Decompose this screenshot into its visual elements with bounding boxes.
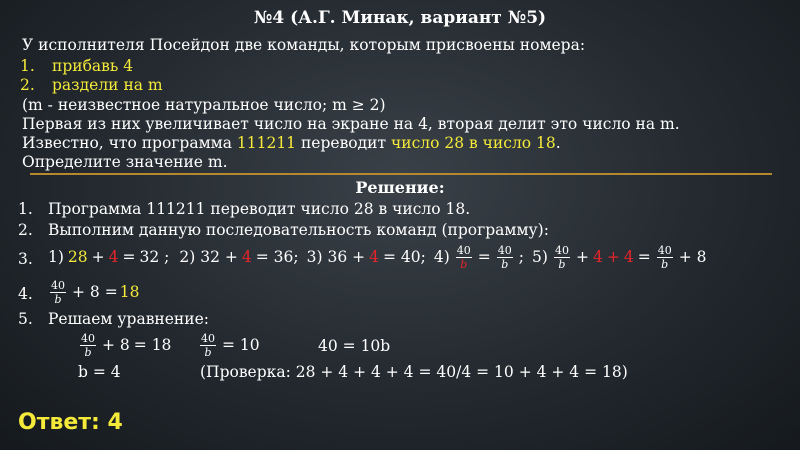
known-highlight: число 28 в число 18 xyxy=(391,134,556,152)
known-end: . xyxy=(555,134,561,152)
s4-eq: = xyxy=(477,248,491,266)
desc-text: Первая из них увеличивает число на экране на 4, вторая делит это число на m. xyxy=(22,115,680,133)
s3-res: = 40; xyxy=(383,248,426,266)
s1-label: 1) xyxy=(48,248,64,266)
s5-plus-a: + xyxy=(575,248,589,266)
known-program: 111211 xyxy=(236,134,297,152)
eq-a-18: = 18 xyxy=(133,336,172,354)
s3-text: 3) 36 + xyxy=(306,248,366,266)
s5-four-a: 4 xyxy=(592,248,603,266)
s1-res: 32 ; xyxy=(139,248,170,266)
s1-eq: = xyxy=(122,248,136,266)
s3-four: 4 xyxy=(369,248,379,266)
fraction-40-b: $\frac{40}{b}$ xyxy=(51,278,65,306)
step-2-num: 2. xyxy=(18,221,33,239)
step-2-text: Выполним данную последовательность команд (программу): xyxy=(48,221,549,239)
step4-18: 18 xyxy=(119,283,140,301)
fraction-40-b: $\frac{40}{b}$ xyxy=(81,331,95,359)
fraction-40-b: $\frac{40}{b}$ xyxy=(657,243,672,271)
s1-plus: + xyxy=(91,248,105,266)
s5-plus-b: + xyxy=(606,248,620,266)
step-1-num: 1. xyxy=(18,200,33,218)
s2-text: 2) 32 + xyxy=(179,248,238,266)
command-2-num: 2. xyxy=(20,76,35,94)
step-3-calculations xyxy=(48,239,706,275)
step-5-text: Решаем уравнение: xyxy=(48,310,209,328)
check-text: (Проверка: 28 + 4 + 4 + 4 = 40/4 = 10 + 4 + 4 = 18) xyxy=(200,363,628,381)
step-4-num: 4. xyxy=(18,285,33,303)
s5-eq: = xyxy=(637,248,651,266)
s2-res: = 36; xyxy=(255,248,299,266)
s1-start: 28 xyxy=(67,248,88,266)
eq-40-10b: 40 = 10b xyxy=(318,337,391,355)
fraction-40-b: $\frac{40}{b}$ xyxy=(554,243,569,271)
command-1-text: прибавь 4 xyxy=(52,57,134,75)
fraction-40-b: $\frac{40}{b}$ xyxy=(497,243,512,271)
eq-b4: b = 4 xyxy=(78,363,121,381)
section-divider xyxy=(30,173,772,175)
solution-title: Решение: xyxy=(355,178,445,197)
note-text: (m - неизвестное натуральное число; m ≥ 2) xyxy=(22,96,386,114)
s5-label: 5) xyxy=(532,248,548,266)
step4-eq: + 8 = xyxy=(72,283,118,301)
known-prefix: Известно, что программа xyxy=(22,134,237,152)
command-2-text: раздели на m xyxy=(52,76,163,94)
eq-b-10: = 10 xyxy=(222,336,260,354)
intro-text: У исполнителя Посейдон две команды, которым присвоены номера: xyxy=(22,36,586,54)
command-1-num: 1. xyxy=(20,57,35,75)
s1-four: 4 xyxy=(108,248,119,266)
s4-label: 4) xyxy=(433,248,450,266)
page-title: №4 (А.Г. Минак, вариант №5) xyxy=(253,8,547,28)
fraction-40-b: $\frac{40}{b}$ xyxy=(201,331,215,359)
question-text: Определите значение m. xyxy=(22,153,228,171)
eq-a xyxy=(78,328,171,362)
s2-four: 4 xyxy=(241,248,252,266)
eq-b xyxy=(198,328,260,362)
step-5-num: 5. xyxy=(18,310,33,328)
eq-a-plus8: + 8 xyxy=(102,336,130,354)
s5-plus8: + 8 xyxy=(678,248,707,266)
step-4-equation xyxy=(48,274,139,310)
known-text xyxy=(22,134,561,152)
s5-four-b: 4 xyxy=(623,248,634,266)
step-3-num: 3. xyxy=(18,250,33,268)
s4-end: ; xyxy=(518,248,525,266)
step-1-text: Программа 111211 переводит число 28 в число 18. xyxy=(48,200,471,218)
fraction-40-b: $\frac{40}{b}$ xyxy=(456,243,471,271)
known-mid: переводит xyxy=(296,134,392,152)
answer-text: Ответ: 4 xyxy=(18,410,123,435)
